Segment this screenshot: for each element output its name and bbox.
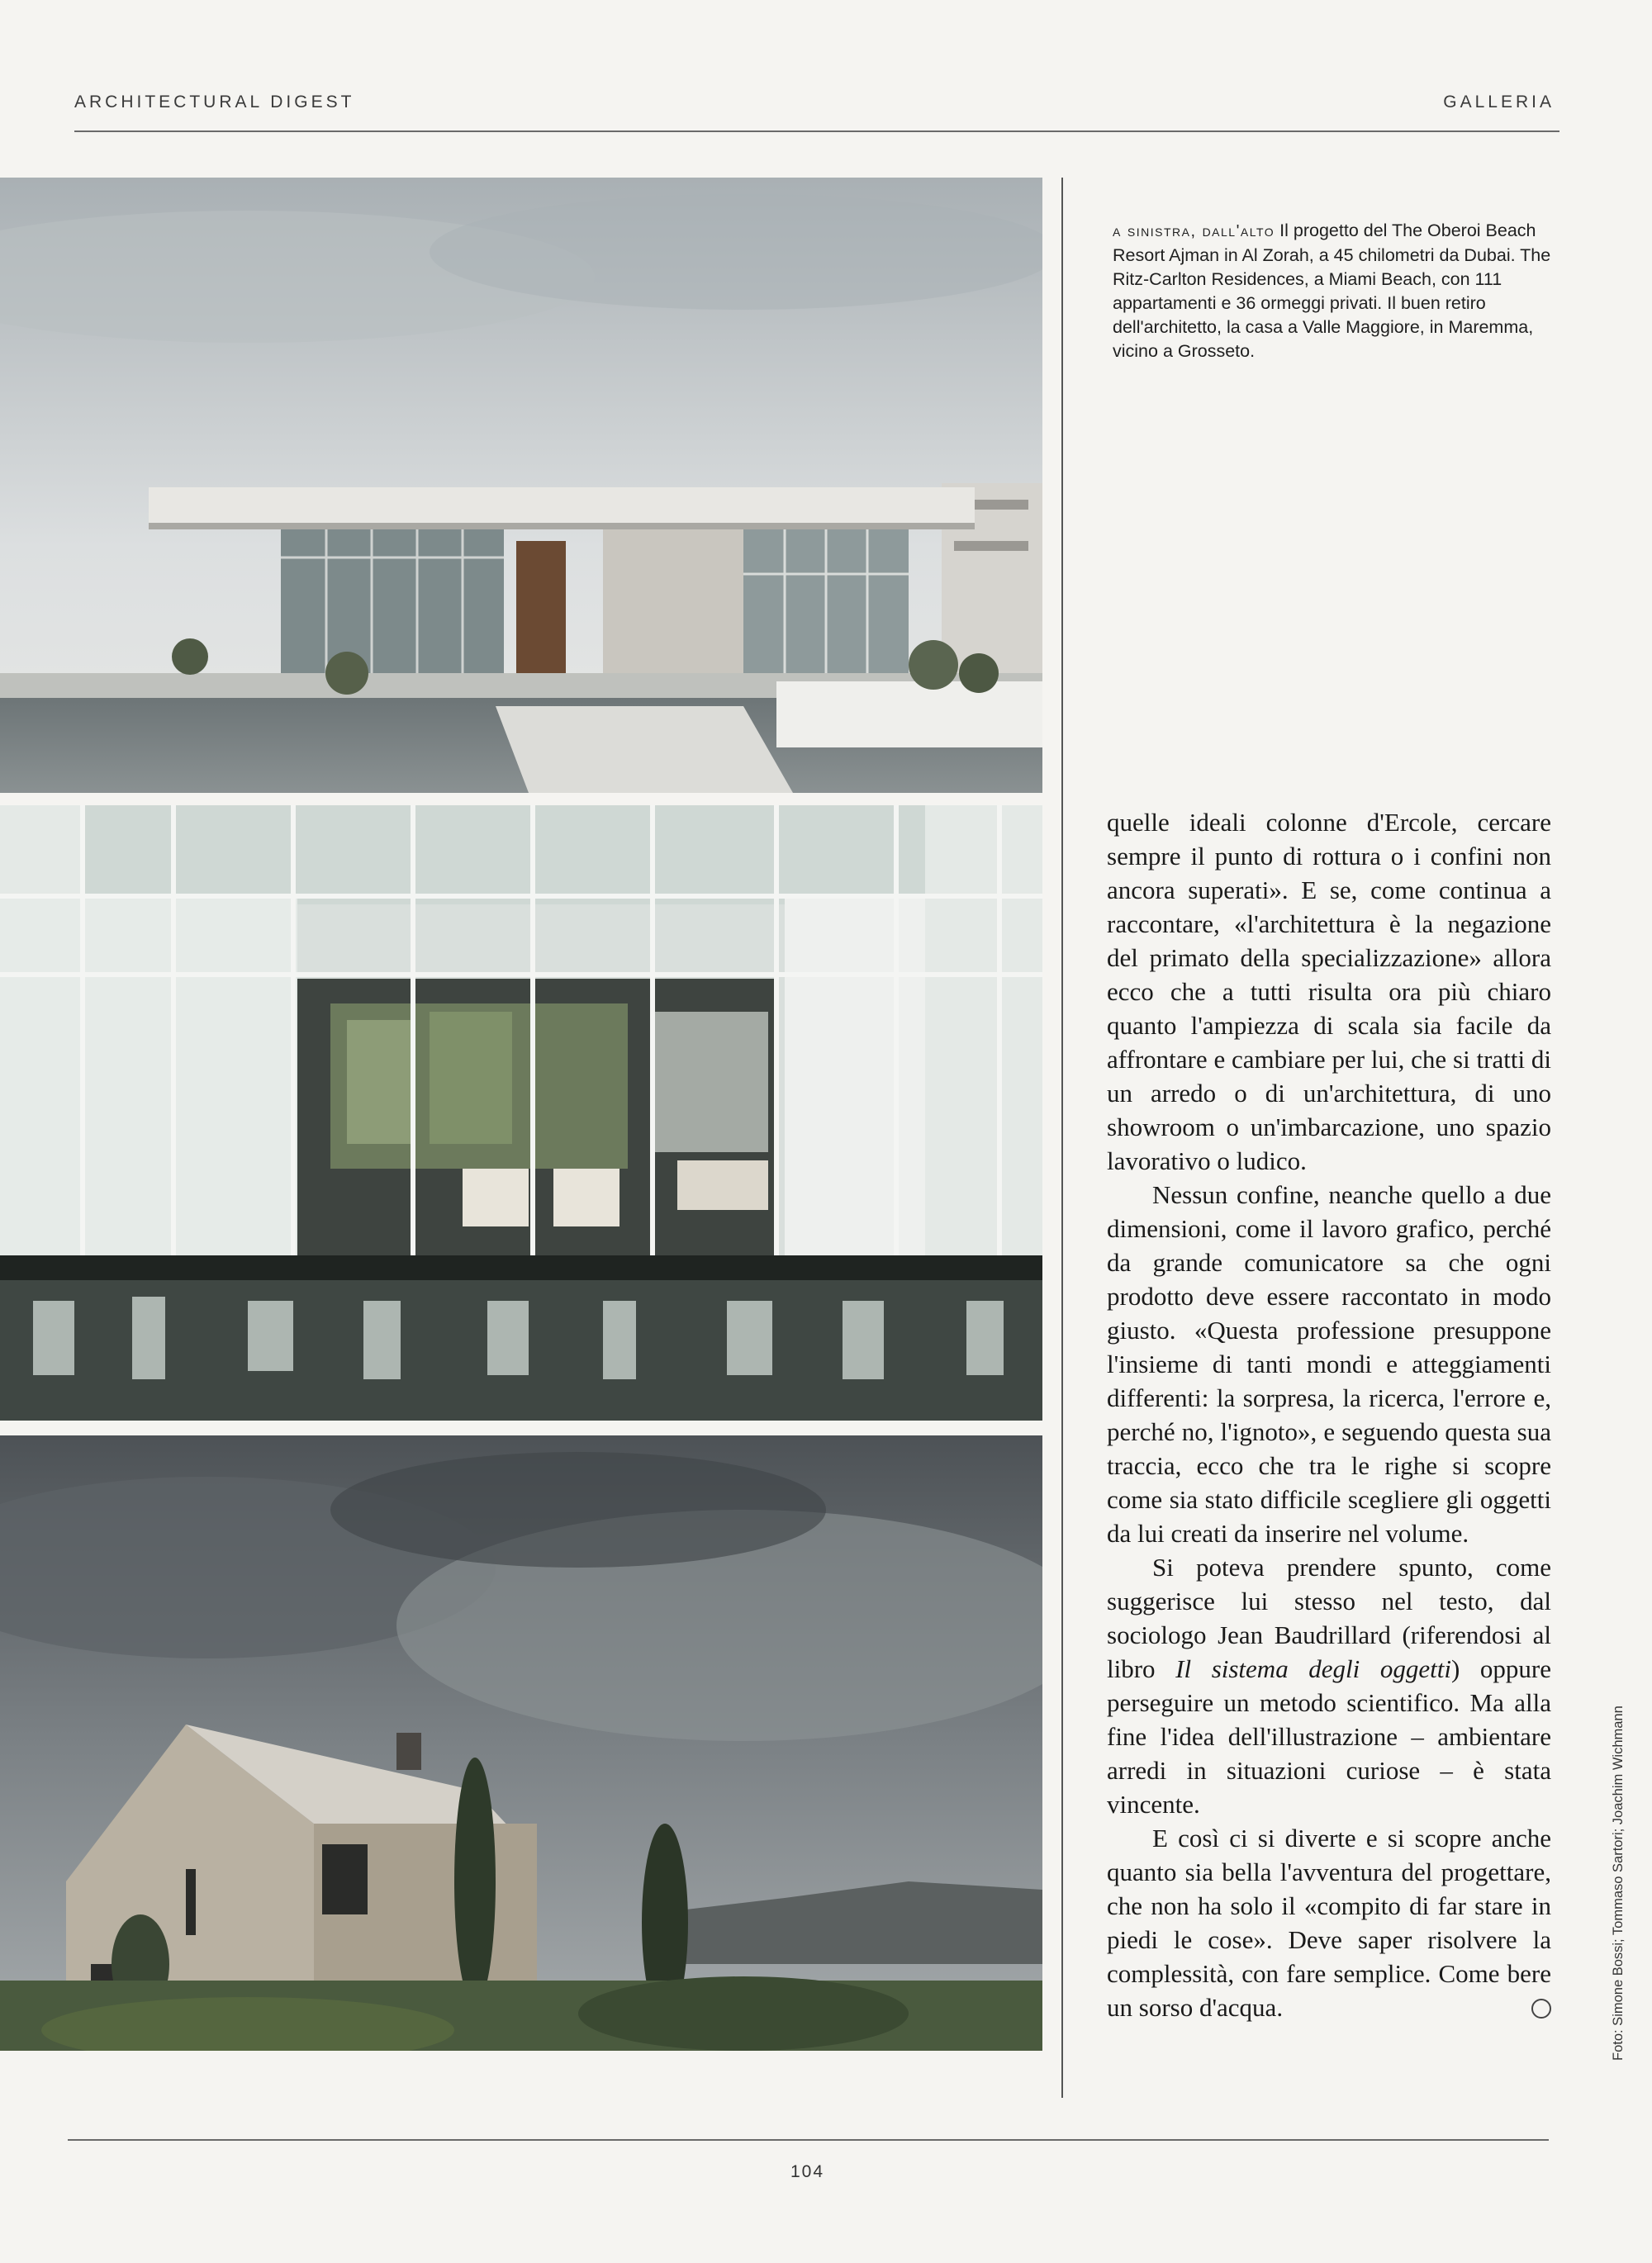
publication-name: ARCHITECTURAL DIGEST [74, 93, 355, 111]
column-divider [1061, 178, 1063, 2098]
article-body [1107, 805, 1551, 2024]
caption-text: Il progetto del The Oberoi Beach Resort Ajman in Al Zorah, a 45 chilometri da Dubai. The Ritz-Carlton Residences, a Miami Beach, con 111 appartamenti e 36 ormeggi privati. Il buen retiro dell'architetto, la casa a Valle Maggiore, in Maremma, vicino a Grosseto. [1113, 221, 1551, 361]
book-title: Il sistema degli oggetti [1175, 1654, 1451, 1683]
photo-credit: Foto: Simone Bossi; Tommaso Sartori; Joachim Wichmann [1611, 1706, 1626, 2061]
article-text: ) oppure perseguire un metodo scientifico. Ma alla fine l'idea dell'illustrazione – ambientare arredi in situazioni curiose – è stata vincente. [1107, 1654, 1551, 1819]
top-rule [74, 130, 1559, 132]
page-number: 104 [790, 2162, 825, 2181]
photo-ritz-carlton-residences [0, 805, 1042, 1421]
section-name: GALLERIA [1443, 93, 1555, 111]
photo-caption [1113, 219, 1559, 363]
article-paragraph [1107, 1821, 1551, 2024]
article-text: Si poteva prendere spunto, come suggerisce lui stesso nel testo, dal sociologo Jean Baudrillard (riferendosi al libro [1107, 1553, 1551, 1683]
article-text: E così ci si diverte e si scopre anche quanto sia bella l'avventura del progettare, che non ha solo il «compito di far stare in piedi le cose». Deve saper risolvere la complessità, con fare semplice. Come bere un sorso d'acqua. [1107, 1824, 1551, 2022]
photo-valle-maggiore-house [0, 1435, 1042, 2051]
article-paragraph: Nessun confine, neanche quello a due dimensioni, come il lavoro grafico, perché da grande comunicatore sa che ogni prodotto deve essere raccontato in modo giusto. «Questa professione presuppone l'insieme di tanti mondi e atteggiamenti differenti: la sorpresa, la ricerca, l'errore e, perché no, l'ignoto», e seguendo questa sua traccia, ecco che tra le righe si scopre come sia stato difficile scegliere gli oggetti da lui creati da inserire nel volume. [1107, 1180, 1551, 1548]
caption-lead: a sinistra, dall'alto [1113, 222, 1275, 240]
photo-oberoi-resort [0, 178, 1042, 793]
end-mark-icon [1531, 1999, 1551, 2019]
article-paragraph: quelle ideali colonne d'Ercole, cercare sempre il punto di rottura o i confini non ancora superati». E se, come continua a raccontare, «l'architettura è la negazione del primato della specializzazione» allora ecco che a tutti risulta ora più chiaro quanto l'ampiezza di scala sia facile da affrontare e cambiare per lui, che si tratti di un arredo o di un'architettura, di uno showroom o un'imbarcazione, uno spazio lavorativo o ludico. [1107, 808, 1551, 1175]
article-paragraph [1107, 1550, 1551, 1821]
bottom-rule [68, 2139, 1549, 2141]
